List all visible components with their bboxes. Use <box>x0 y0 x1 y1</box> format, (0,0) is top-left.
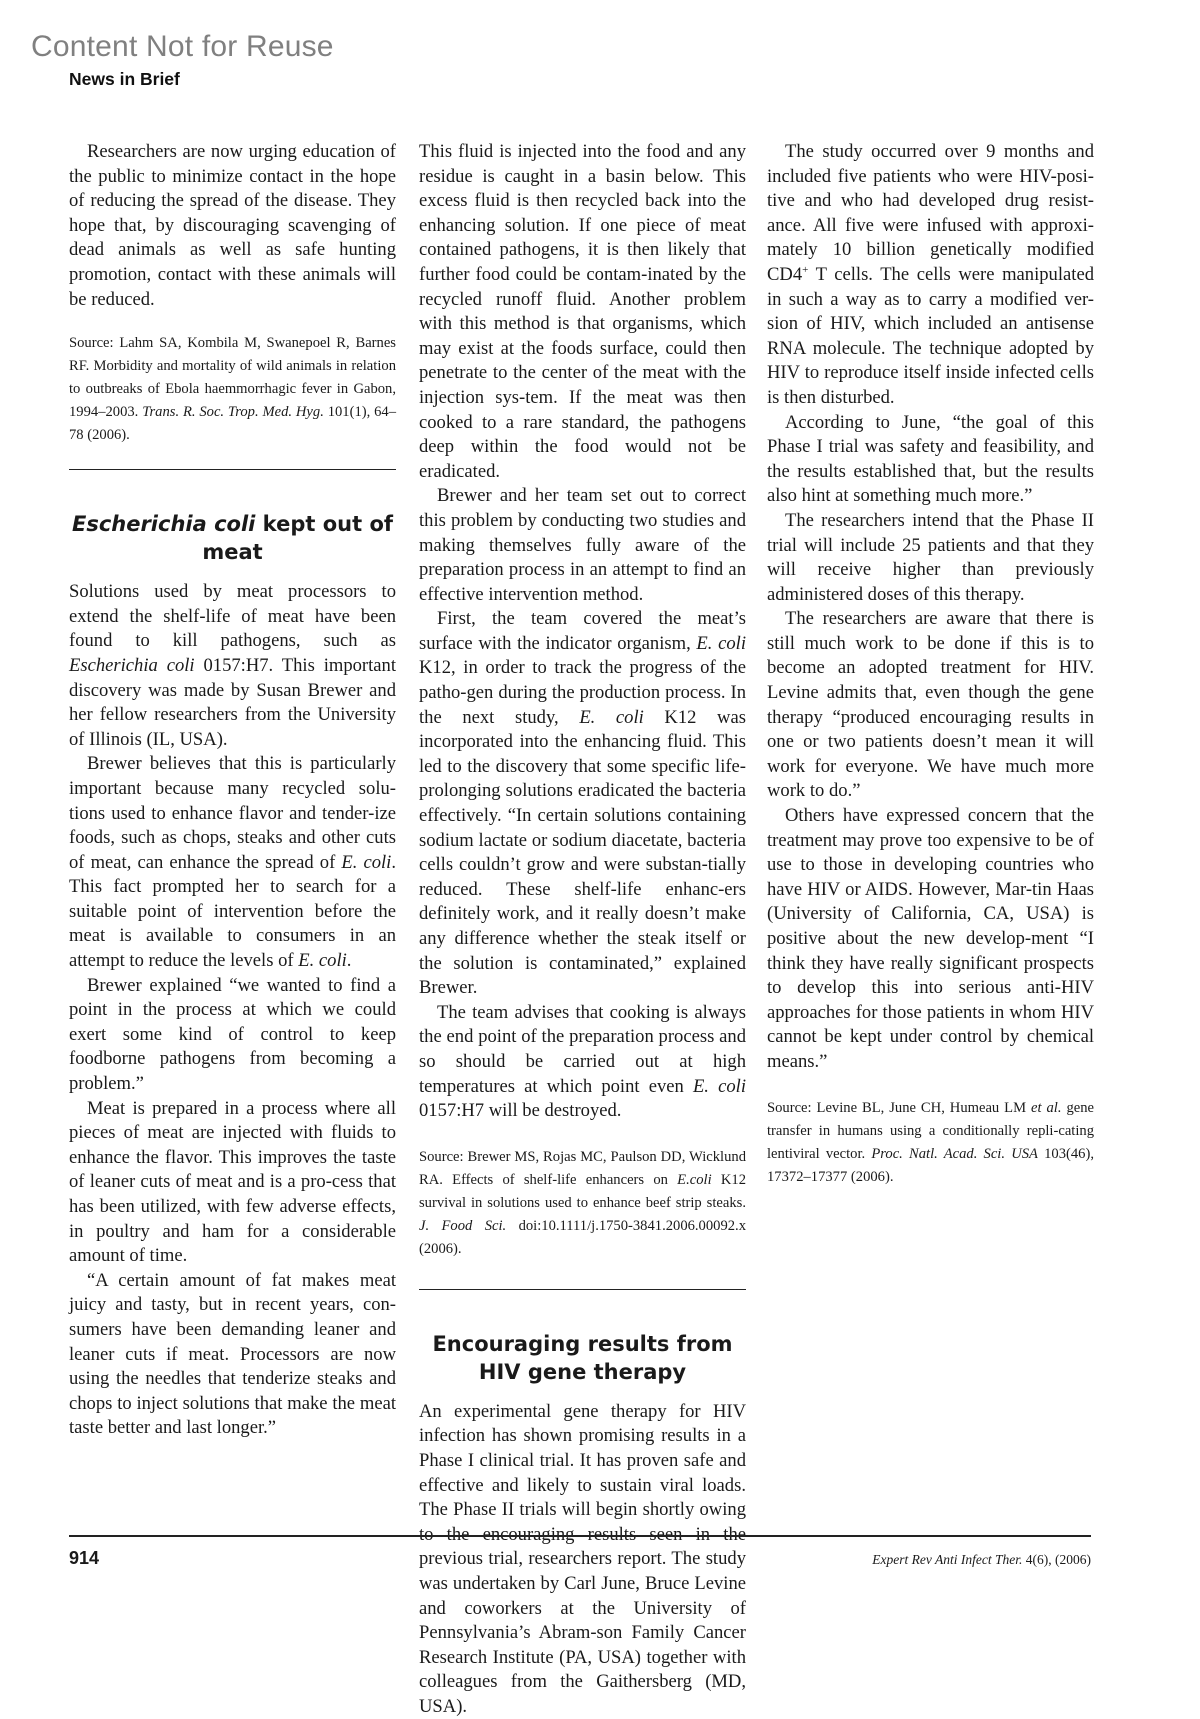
paragraph: First, the team covered the meat’s surface with the indicator organism, E. coli K12, in order to track the progress of the patho-gen during the production process. In the next study, E. coli K12 was incorporated into the enhancing fluid. This led to the discovery that some specific life-prolonging solutions eradicated the bacteria effectively. “In certain solutions containing sodium lactate or sodium diacetate, bacteria cells couldn’t grow and were substan-tially reduced. These shelf-life enhanc-ers definitely work, and it really doesn’t make any difference whether the steak itself or the solution is contaminated,” explained Brewer. <box>419 608 746 999</box>
column-1 <box>69 140 396 1441</box>
paragraph: This fluid is injected into the food and any residue is caught in a basin below. This excess fluid is then recycled back into the enhancing solution. If one piece of meat contained pathogens, it is then likely that further food could be contam-inated by the recycled runoff fluid. Another problem with this method is that organisms, which may exist at the foods surface, could then penetrate to the center of the meat with the injection sys-tem. If the meat was then cooked to a rare standard, the pathogens deep within the food would not be eradicated. <box>419 141 746 482</box>
paragraph: The researchers are aware that there is still much work to be done if this is to become an adopted treatment for HIV. Levine admits that, even though the gene therapy “produced encouraging results in one or two patients doesn’t mean it will work for everyone. We have much more work to do.” <box>767 608 1094 802</box>
paragraph: The study occurred over 9 months and included five patients who were HIV-posi-tive and who had developed drug resist-ance. All five were infused with approxi-mately 10 billion genetically modified CD4+ T cells. The cells were manipulated in such a way as to carry a modified ver-sion of HIV, which included an antisense RNA molecule. The technique adopted by HIV to reproduce itself inside infected cells is then disturbed. <box>767 141 1094 408</box>
paragraph: Brewer and her team set out to correct this problem by conducting two studies and making themselves fully aware of the preparation process in an attempt to find an effective intervention method. <box>419 485 746 605</box>
paragraph: Brewer explained “we wanted to find a point in the process at which we could exert some kind of control to keep foodborne pathogens from becoming a problem.” <box>69 974 396 1095</box>
journal-citation: Expert Rev Anti Infect Ther. 4(6), (2006) <box>872 1552 1091 1567</box>
watermark: Content Not for Reuse <box>31 30 334 63</box>
section-label: News in Brief <box>69 69 180 89</box>
source-citation: Source: Brewer MS, Rojas MC, Paulson DD, Wicklund RA. Effects of shelf-life enhancers on E.coli K12 survival in solutions used to enhance beef strip steaks. J. Food Sci. doi:10.1111/j.1750-3841.2006.00092.x (2006). <box>419 1148 746 1257</box>
article-divider <box>419 1289 746 1290</box>
paragraph: Meat is prepared in a process where all pieces of meat are injected with fluids to enhance the flavor. This improves the taste of leaner cuts of meat and is a pro-cess that has been utilized, with few adverse effects, in poultry and ham for a considerable amount of time. <box>69 1097 396 1267</box>
article-headline: Encouraging results from HIV gene therapy <box>432 1331 733 1384</box>
source-citation: Source: Levine BL, June CH, Humeau LM et al. gene transfer in humans using a conditionally repli-cating lentiviral vector. Proc. Natl. Acad. Sci. USA 103(46), 17372–17377 (2006). <box>767 1099 1094 1185</box>
paragraph: Others have expressed concern that the treatment may prove too expensive to be of use to those in developing countries who have HIV or AIDS. However, Mar-tin Haas (University of California, CA, USA) is positive about the new develop-ment “I think they have really significant prospects to develop this into serious anti-HIV approaches for those patients in whom HIV cannot be kept under control by chemical means.” <box>767 805 1094 1072</box>
source-citation: Source: Lahm SA, Kombila M, Swanepoel R, Barnes RF. Morbidity and mortality of wild animals in relation to outbreaks of Ebola haemmorrhagic fever in Gabon, 1994–2003. Trans. R. Soc. Trop. Med. Hyg. 101(1), 64–78 (2006). <box>69 335 396 444</box>
article-headline: Escherichia coli kept out of meat <box>71 512 394 565</box>
footer-divider <box>69 1535 1091 1537</box>
paragraph: Solutions used by meat processors to extend the shelf-life of meat have been found to kill pathogens, such as Escherichia coli 0157:H7. This important discovery was made by Susan Brewer and her fellow researchers from the University of Illinois (IL, USA). <box>69 581 396 750</box>
page-number: 914 <box>69 1548 100 1568</box>
column-2 <box>419 140 746 1719</box>
paragraph: The team advises that cooking is always the end point of the preparation process and so should be carried out at high temperatures at which point even E. coli 0157:H7 will be destroyed. <box>419 1001 746 1122</box>
column-3 <box>767 140 1094 1189</box>
paragraph: Researchers are now urging education of the public to minimize contact in the hope of reducing the spread of the disease. They hope that, by discouraging scavenging of dead animals as well as safe hunting promotion, contact with these animals will be reduced. <box>69 141 396 310</box>
paragraph: An experimental gene therapy for HIV infection has shown promising results in a Phase I clinical trial. It has proven safe and effective and likely to sustain viral loads. The Phase II trials will begin shortly owing to the encouraging results seen in the previous trial, researchers report. The study was undertaken by Carl June, Bruce Levine and coworkers at the University of Pennsylvania’s Abram-son Family Cancer Research Institute (PA, USA) together with colleagues from the Gaithersberg (MD, USA). <box>419 1400 746 1717</box>
paragraph: “A certain amount of fat makes meat juicy and tasty, but in recent years, con-sumers have been demanding leaner and leaner cuts if meat. Processors are now using the needles that tenderize steaks and chops to inject solutions that make the meat taste better and last longer.” <box>69 1269 396 1439</box>
paragraph: According to June, “the goal of this Phase I trial was safety and feasibility, and the results established that, but the results also hint at something much more.” <box>767 411 1094 507</box>
paragraph: The researchers intend that the Phase II trial will include 25 patients and that they will receive higher than previously administered doses of this therapy. <box>767 509 1094 605</box>
article-divider <box>69 469 396 470</box>
paragraph: Brewer believes that this is particularly important because many recycled solu-tions used to enhance flavor and tender-ize foods, such as chops, steaks and other cuts of meat, can enhance the spread of E. coli. This fact prompted her to search for a suitable point of intervention before the meat is available to consumers in an attempt to reduce the levels of E. coli. <box>69 753 396 972</box>
